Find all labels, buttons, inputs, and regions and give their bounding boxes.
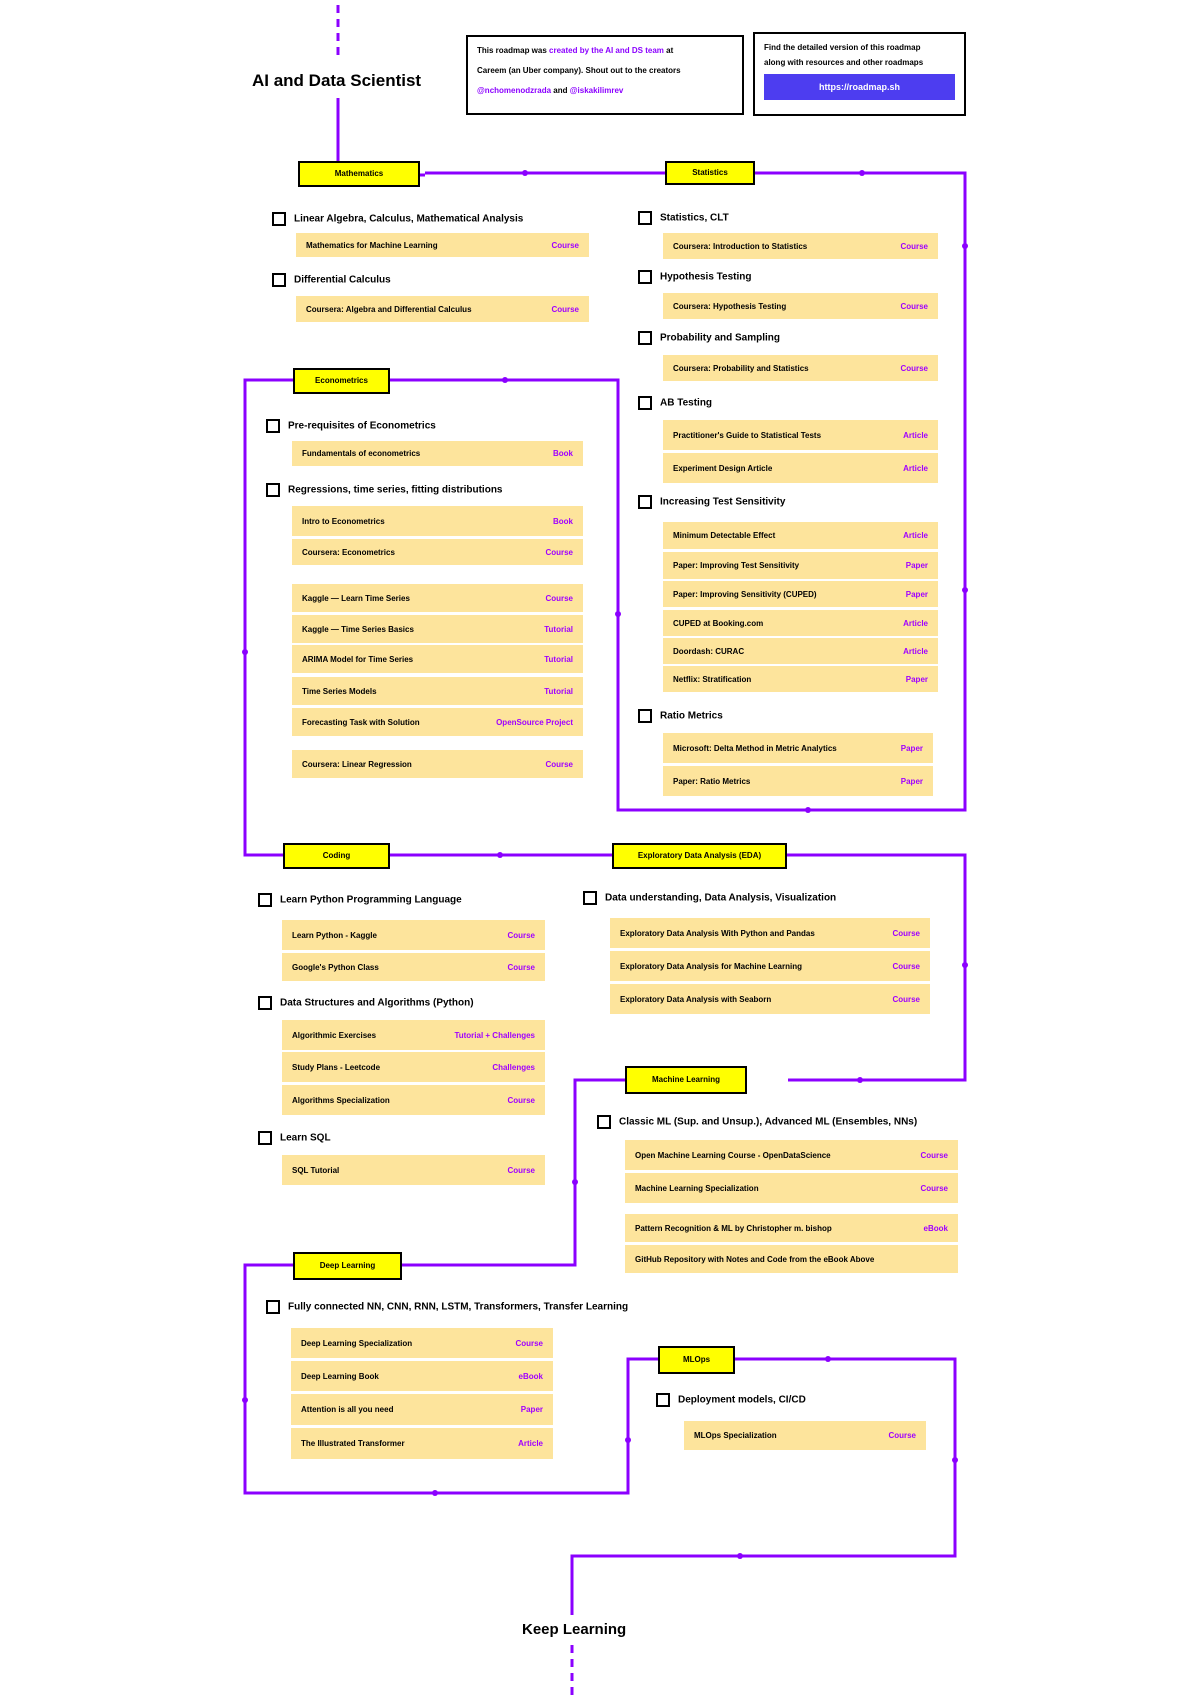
resource-title: Mathematics for Machine Learning bbox=[306, 240, 438, 250]
credits-and: and bbox=[553, 86, 568, 95]
resource-title: Microsoft: Delta Method in Metric Analytics bbox=[673, 743, 837, 753]
roadmap-link-button[interactable]: https://roadmap.sh bbox=[764, 74, 955, 100]
topic-title: Fully connected NN, CNN, RNN, LSTM, Transformers, Transfer Learning bbox=[288, 1301, 629, 1313]
topic-title: Increasing Test Sensitivity bbox=[660, 496, 786, 508]
resource-link[interactable] bbox=[663, 638, 938, 664]
resource-link[interactable] bbox=[610, 918, 930, 948]
resource-type-badge: eBook bbox=[923, 1223, 948, 1233]
resource-link[interactable] bbox=[625, 1173, 958, 1203]
section-node-deep-learning[interactable]: Deep Learning bbox=[293, 1252, 402, 1280]
topic-checkbox[interactable] bbox=[266, 483, 280, 497]
resource-title: Kaggle — Time Series Basics bbox=[302, 624, 414, 634]
topic-item bbox=[638, 331, 780, 345]
resource-type-badge: Challenges bbox=[492, 1062, 535, 1072]
topic-item bbox=[266, 419, 436, 433]
resource-link[interactable] bbox=[625, 1214, 958, 1242]
resource-type-badge: Course bbox=[507, 1165, 535, 1175]
topic-item bbox=[597, 1115, 917, 1129]
topic-checkbox[interactable] bbox=[272, 273, 286, 287]
resource-type-badge: Course bbox=[900, 301, 928, 311]
resource-link[interactable] bbox=[292, 539, 583, 565]
resource-link[interactable] bbox=[282, 1085, 545, 1115]
resource-title: Doordash: CURAC bbox=[673, 646, 745, 656]
topic-title: Probability and Sampling bbox=[660, 332, 781, 344]
topic-item bbox=[638, 211, 729, 225]
resource-title: Kaggle — Learn Time Series bbox=[302, 593, 410, 603]
resource-link[interactable] bbox=[684, 1421, 926, 1450]
topic-checkbox[interactable] bbox=[638, 396, 652, 410]
topic-checkbox[interactable] bbox=[597, 1115, 611, 1129]
resource-link[interactable] bbox=[663, 453, 938, 483]
resource-type-badge: OpenSource Project bbox=[496, 717, 573, 727]
topic-checkbox[interactable] bbox=[638, 709, 652, 723]
section-node-mathematics[interactable]: Mathematics bbox=[298, 161, 420, 187]
resource-link[interactable] bbox=[292, 615, 583, 643]
topic-item bbox=[258, 996, 474, 1010]
credits-text-end: at bbox=[663, 46, 674, 55]
topic-title: Learn Python Programming Language bbox=[280, 894, 462, 906]
resource-type-badge: Course bbox=[545, 593, 573, 603]
resource-type-badge: Course bbox=[892, 928, 920, 938]
resource-type-badge: Course bbox=[920, 1150, 948, 1160]
resource-type-badge: Article bbox=[903, 430, 928, 440]
credits-text-line2: Careem (an Uber company). Shout out to the creators bbox=[477, 66, 681, 75]
topic-item bbox=[638, 270, 752, 284]
resource-title: Paper: Ratio Metrics bbox=[673, 776, 751, 786]
resource-type-badge: Tutorial bbox=[544, 654, 573, 664]
resource-type-badge: Paper bbox=[905, 561, 928, 570]
resource-title: Minimum Detectable Effect bbox=[673, 531, 776, 540]
resource-type-badge: Tutorial + Challenges bbox=[454, 1030, 535, 1040]
resource-title: Experiment Design Article bbox=[673, 463, 773, 473]
resource-type-badge: Article bbox=[903, 463, 928, 473]
section-node-statistics[interactable]: Statistics bbox=[665, 161, 755, 185]
topic-checkbox[interactable] bbox=[258, 893, 272, 907]
resource-title: Forecasting Task with Solution bbox=[302, 717, 420, 727]
resource-title: Machine Learning Specialization bbox=[635, 1183, 759, 1193]
resource-link[interactable] bbox=[663, 522, 938, 549]
resource-title: Coursera: Algebra and Differential Calculus bbox=[306, 304, 472, 314]
resource-type-badge: Article bbox=[903, 531, 928, 540]
resource-title: Study Plans - Leetcode bbox=[292, 1062, 381, 1072]
resource-title: Pattern Recognition & ML by Christopher m. bishop bbox=[635, 1223, 832, 1233]
topic-item bbox=[272, 273, 391, 287]
section-node-eda[interactable]: Exploratory Data Analysis (EDA) bbox=[612, 843, 787, 869]
resource-link[interactable] bbox=[292, 750, 583, 778]
keep-learning-label: Keep Learning bbox=[522, 1621, 627, 1638]
resource-link[interactable] bbox=[663, 233, 938, 259]
resource-title: GitHub Repository with Notes and Code from the eBook Above bbox=[635, 1254, 875, 1264]
resource-link[interactable] bbox=[291, 1328, 553, 1358]
resource-link[interactable] bbox=[296, 233, 589, 257]
topic-title: Regressions, time series, fitting distributions bbox=[288, 484, 503, 496]
topic-title: Differential Calculus bbox=[294, 274, 391, 286]
topic-title: Data understanding, Data Analysis, Visualization bbox=[605, 892, 837, 904]
page-title: AI and Data Scientist bbox=[252, 71, 422, 90]
resource-link[interactable] bbox=[663, 420, 938, 450]
resource-type-badge: Course bbox=[892, 994, 920, 1004]
resource-title: Coursera: Linear Regression bbox=[302, 759, 412, 769]
resource-title: Coursera: Econometrics bbox=[302, 547, 395, 557]
topic-title: Deployment models, CI/CD bbox=[678, 1394, 806, 1406]
resource-link[interactable] bbox=[292, 584, 583, 612]
resource-type-badge: Course bbox=[551, 240, 579, 250]
resource-title: Coursera: Introduction to Statistics bbox=[673, 241, 808, 251]
topic-title: Classic ML (Sup. and Unsup.), Advanced ML (Ensembles, NNs) bbox=[619, 1116, 918, 1128]
section-node-econometrics[interactable]: Econometrics bbox=[293, 368, 390, 394]
resource-title: Open Machine Learning Course - OpenDataScience bbox=[635, 1150, 831, 1160]
resource-link[interactable] bbox=[291, 1394, 553, 1425]
resource-title: Deep Learning Book bbox=[301, 1371, 379, 1381]
topic-checkbox[interactable] bbox=[266, 419, 280, 433]
detailed-text-2: along with resources and other roadmaps bbox=[764, 58, 924, 67]
team-link[interactable]: created by the AI and DS team bbox=[549, 46, 664, 55]
resource-type-badge: Paper bbox=[900, 743, 923, 753]
resource-type-badge: Paper bbox=[905, 589, 928, 599]
resource-title: Time Series Models bbox=[302, 686, 377, 696]
resource-title: The Illustrated Transformer bbox=[301, 1439, 405, 1448]
section-node-coding[interactable]: Coding bbox=[283, 843, 390, 869]
topic-title: Statistics, CLT bbox=[660, 212, 729, 224]
topic-title: Learn SQL bbox=[280, 1132, 331, 1144]
resource-type-badge: Tutorial bbox=[544, 624, 573, 634]
topic-checkbox[interactable] bbox=[266, 1300, 280, 1314]
resource-type-badge: Course bbox=[545, 547, 573, 557]
resource-link[interactable] bbox=[292, 708, 583, 736]
resource-type-badge: Book bbox=[553, 449, 573, 458]
creator-link-2[interactable]: @iskakilimrev bbox=[569, 86, 624, 95]
resource-title: Attention is all you need bbox=[301, 1405, 394, 1414]
resource-type-badge: Course bbox=[507, 1095, 535, 1105]
resource-title: Exploratory Data Analysis with Seaborn bbox=[620, 994, 772, 1004]
topic-checkbox[interactable] bbox=[656, 1393, 670, 1407]
resource-type-badge: Course bbox=[920, 1183, 948, 1193]
resource-link[interactable] bbox=[663, 355, 938, 381]
resource-link[interactable] bbox=[292, 645, 583, 673]
topic-item bbox=[583, 891, 836, 905]
resource-title: Paper: Improving Sensitivity (CUPED) bbox=[673, 589, 817, 599]
section-node-mlops[interactable]: MLOps bbox=[658, 1346, 735, 1374]
resource-link[interactable] bbox=[291, 1428, 553, 1459]
resource-link[interactable] bbox=[663, 766, 933, 796]
resource-title: Practitioner's Guide to Statistical Tests bbox=[673, 430, 822, 440]
resource-type-badge: Book bbox=[553, 516, 573, 526]
topic-checkbox[interactable] bbox=[638, 331, 652, 345]
resource-type-badge: eBook bbox=[518, 1371, 543, 1381]
topic-title: Linear Algebra, Calculus, Mathematical Analysis bbox=[294, 213, 524, 225]
resource-type-badge: Article bbox=[518, 1439, 543, 1448]
resource-title: Learn Python - Kaggle bbox=[292, 930, 377, 940]
topic-title: Ratio Metrics bbox=[660, 710, 723, 722]
resource-type-badge: Tutorial bbox=[544, 686, 573, 696]
resource-link[interactable] bbox=[291, 1361, 553, 1391]
resource-title: Coursera: Probability and Statistics bbox=[673, 363, 809, 373]
resource-type-badge: Article bbox=[903, 646, 928, 656]
resource-link[interactable] bbox=[282, 1155, 545, 1185]
topic-checkbox[interactable] bbox=[638, 211, 652, 225]
resource-link[interactable] bbox=[292, 677, 583, 705]
resource-type-badge: Course bbox=[892, 961, 920, 971]
resource-link[interactable] bbox=[292, 441, 583, 466]
resource-link[interactable] bbox=[296, 296, 589, 322]
topic-item bbox=[638, 396, 712, 410]
creator-link-1[interactable]: @nchomenodzrada bbox=[477, 86, 552, 95]
detailed-version-box bbox=[753, 32, 966, 116]
resource-type-badge: Course bbox=[507, 962, 535, 972]
topic-item bbox=[266, 1300, 628, 1314]
topic-item bbox=[638, 495, 785, 509]
resource-type-badge: Paper bbox=[900, 776, 923, 786]
topic-checkbox[interactable] bbox=[272, 212, 286, 226]
resource-link[interactable] bbox=[610, 951, 930, 981]
resource-type-badge: Article bbox=[903, 618, 928, 628]
resource-title: Paper: Improving Test Sensitivity bbox=[673, 561, 800, 570]
topic-title: AB Testing bbox=[660, 397, 713, 409]
section-node-machine-learning[interactable]: Machine Learning bbox=[625, 1066, 747, 1094]
resource-type-badge: Course bbox=[545, 759, 573, 769]
topic-item bbox=[272, 212, 523, 226]
resource-link[interactable] bbox=[625, 1140, 958, 1170]
topic-checkbox[interactable] bbox=[638, 270, 652, 284]
resource-title: Exploratory Data Analysis for Machine Learning bbox=[620, 961, 802, 971]
resource-link[interactable] bbox=[610, 984, 930, 1014]
resource-type-badge: Course bbox=[900, 363, 928, 373]
topic-checkbox[interactable] bbox=[583, 891, 597, 905]
resource-type-badge: Course bbox=[507, 930, 535, 940]
resource-link[interactable] bbox=[663, 552, 938, 579]
resource-type-badge: Course bbox=[551, 304, 579, 314]
resource-link[interactable] bbox=[282, 1020, 545, 1050]
topic-item bbox=[258, 1131, 331, 1145]
credits-text: This roadmap was bbox=[477, 46, 550, 55]
resource-link[interactable] bbox=[663, 666, 938, 692]
credits-box bbox=[466, 35, 744, 115]
resource-link[interactable] bbox=[663, 610, 938, 636]
resource-title: Intro to Econometrics bbox=[302, 516, 385, 526]
resource-type-badge: Course bbox=[900, 241, 928, 251]
resource-link[interactable] bbox=[625, 1245, 958, 1273]
resource-link[interactable] bbox=[282, 953, 545, 981]
resource-title: Algorithms Specialization bbox=[292, 1095, 390, 1105]
topic-item bbox=[656, 1393, 806, 1407]
resource-type-badge: Paper bbox=[905, 674, 928, 684]
topic-checkbox[interactable] bbox=[258, 1131, 272, 1145]
resource-link[interactable] bbox=[663, 581, 938, 607]
resource-link[interactable] bbox=[663, 293, 938, 319]
resource-link[interactable] bbox=[282, 1052, 545, 1082]
topic-title: Hypothesis Testing bbox=[660, 271, 752, 283]
detailed-text-1: Find the detailed version of this roadmap bbox=[764, 43, 921, 52]
resource-link[interactable] bbox=[282, 920, 545, 950]
topic-item bbox=[258, 893, 462, 907]
resource-title: ARIMA Model for Time Series bbox=[302, 654, 414, 664]
resource-type-badge: Course bbox=[888, 1431, 916, 1440]
topic-checkbox[interactable] bbox=[258, 996, 272, 1010]
resource-title: Google's Python Class bbox=[292, 962, 379, 972]
topic-title: Data Structures and Algorithms (Python) bbox=[280, 997, 474, 1009]
resource-link[interactable] bbox=[292, 506, 583, 536]
resource-title: Coursera: Hypothesis Testing bbox=[673, 301, 787, 311]
topic-item bbox=[638, 709, 723, 723]
resource-title: SQL Tutorial bbox=[292, 1165, 340, 1175]
resource-type-badge: Paper bbox=[520, 1405, 543, 1414]
resource-title: Fundamentals of econometrics bbox=[302, 449, 421, 458]
resource-title: Algorithmic Exercises bbox=[292, 1030, 377, 1040]
topic-item bbox=[266, 483, 503, 497]
resource-title: Deep Learning Specialization bbox=[301, 1338, 413, 1348]
resource-title: CUPED at Booking.com bbox=[673, 618, 764, 628]
resource-title: Netflix: Stratification bbox=[673, 674, 752, 684]
topic-checkbox[interactable] bbox=[638, 495, 652, 509]
resource-title: Exploratory Data Analysis With Python and Pandas bbox=[620, 928, 815, 938]
resource-link[interactable] bbox=[663, 733, 933, 763]
resource-title: MLOps Specialization bbox=[694, 1431, 777, 1440]
topic-title: Pre-requisites of Econometrics bbox=[288, 420, 436, 432]
resource-type-badge: Course bbox=[515, 1338, 543, 1348]
